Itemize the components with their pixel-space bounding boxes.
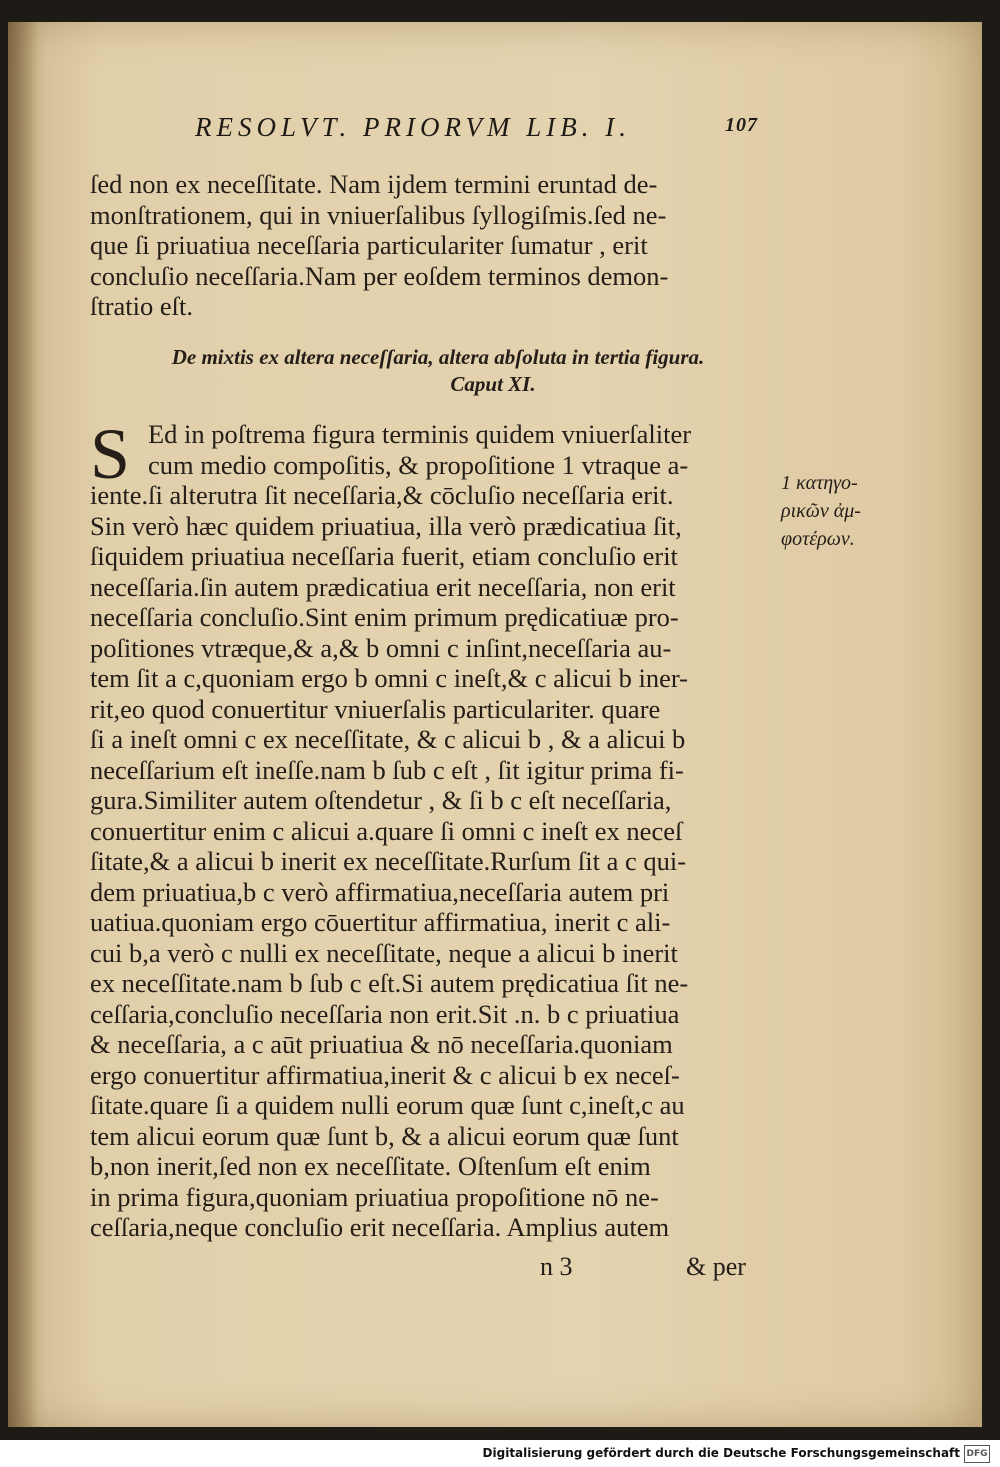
drop-cap: S [90,414,131,494]
text-line: in prima figura,quoniam priuatiua propoſitione nō ne- [90,1181,659,1212]
chapter-heading [138,344,738,398]
text-line: & neceſſaria, a c aūt priuatiua & nō neceſſaria.quoniam [90,1029,673,1059]
page-number: 107 [725,114,758,136]
chapter-body [90,414,790,1243]
text-line: neceſſarium eſt ineſſe.nam b ſub c eſt , ſit igitur prima fi- [90,754,684,785]
margin-note [781,469,881,553]
text-line: ſi a ineſt omni c ex neceſſitate, & c alicui b , & a alicui b [90,724,686,754]
book-page [8,22,982,1427]
text-line: ſiquidem priuatiua neceſſaria fuerit, etiam concluſio erit [90,541,678,571]
text-line: iente.ſi alterutra ſit neceſſaria,& cōcluſio neceſſaria erit. [90,480,674,510]
text-line: conuertitur enim c alicui a.quare ſi omni c ineſt ex neceſ [90,815,683,846]
text-line: cum medio compoſitis, & propoſitione 1 vtraque a- [148,449,689,480]
text-line: monſtrationem, qui in vniuerſalibus ſyllogiſmis.ſed ne- [90,199,667,230]
signature-mark: n 3 [540,1252,573,1281]
text-line: que ſi priuatiua neceſſaria particulariter ſumatur , erit [90,230,648,260]
text-line: neceſſaria.ſin autem prædicatiua erit neceſſaria, non erit [90,571,676,602]
text-line: b,non inerit,ſed non ex neceſſitate. Oſtenſum eſt enim [90,1151,651,1181]
running-header [195,104,775,154]
text-line: gura.Similiter autem oſtendetur , & ſi b c eſt neceſſaria, [90,785,672,815]
text-line: ceſſaria,concluſio neceſſaria non erit.Sit .n. b c priuatiua [90,998,680,1029]
text-line: dem priuatiua,b c verò affirmatiua,neceſſaria autem pri [90,876,670,907]
running-title: RESOLVT. PRIORVM LIB. I. [195,112,631,142]
text-line: ſtratio eſt. [90,291,194,321]
text-line: ergo conuertitur affirmatiua,inerit & c alicui b ex neceſ- [90,1059,680,1090]
margin-note-line: ρικῶν ἀμ- [781,500,861,522]
text-line: poſitiones vtræque,& a,& b omni c inſint,neceſſaria au- [90,632,672,663]
text-line: ceſſaria,neque concluſio erit neceſſaria. Amplius autem [90,1212,670,1242]
paragraph-continuation [90,169,790,322]
text-line: cui b,a verò c nulli ex neceſſitate, neque a alicui b inerit [90,937,678,968]
chapter-title: De mixtis ex altera neceſſaria, altera abſoluta in tertia figura. [171,345,705,369]
funding-notice: Digitalisierung gefördert durch die Deutsche Forschungsgemeinschaft [482,1446,960,1460]
text-line: uatiua.quoniam ergo cōuertitur affirmatiua, inerit c ali- [90,907,671,937]
chapter-number: Caput XI. [450,372,536,396]
text-line: tem alicui eorum quæ ſunt b, & a alicui eorum quæ ſunt [90,1120,679,1151]
text-line: ſitate,& a alicui b inerit ex neceſſitate.Rurſum ſit a c qui- [90,846,687,876]
text-line: Sin verò hæc quidem priuatiua, illa verò prædicatiua ſit, [90,510,682,541]
catchword: & per [686,1252,746,1281]
text-line: ſed non ex neceſſitate. Nam ijdem termini eruntad de- [90,169,658,199]
text-line: tem ſit a c,quoniam ergo b omni c ineſt,& c alicui b iner- [90,663,689,693]
text-line: concluſio neceſſaria.Nam per eoſdem terminos demon- [90,260,669,291]
digitization-footer [0,1440,1000,1467]
dfg-logo: DFG [964,1445,990,1463]
margin-note-line: φοτέρων. [781,528,855,550]
text-line: ex neceſſitate.nam b ſub c eſt.Si autem prędicatiua ſit ne- [90,968,689,998]
text-line: rit,eo quod conuertitur vniuerſalis particulariter. quare [90,693,661,724]
margin-note-line: 1 κατηγο- [781,472,858,494]
text-line: Ed in poſtrema figura terminis quidem vniuerſaliter [148,419,692,449]
text-line: ſitate.quare ſi a quidem nulli eorum quæ ſunt c,ineſt,c au [90,1090,685,1120]
text-line: neceſſaria concluſio.Sint enim primum prędicatiuæ pro- [90,602,679,632]
